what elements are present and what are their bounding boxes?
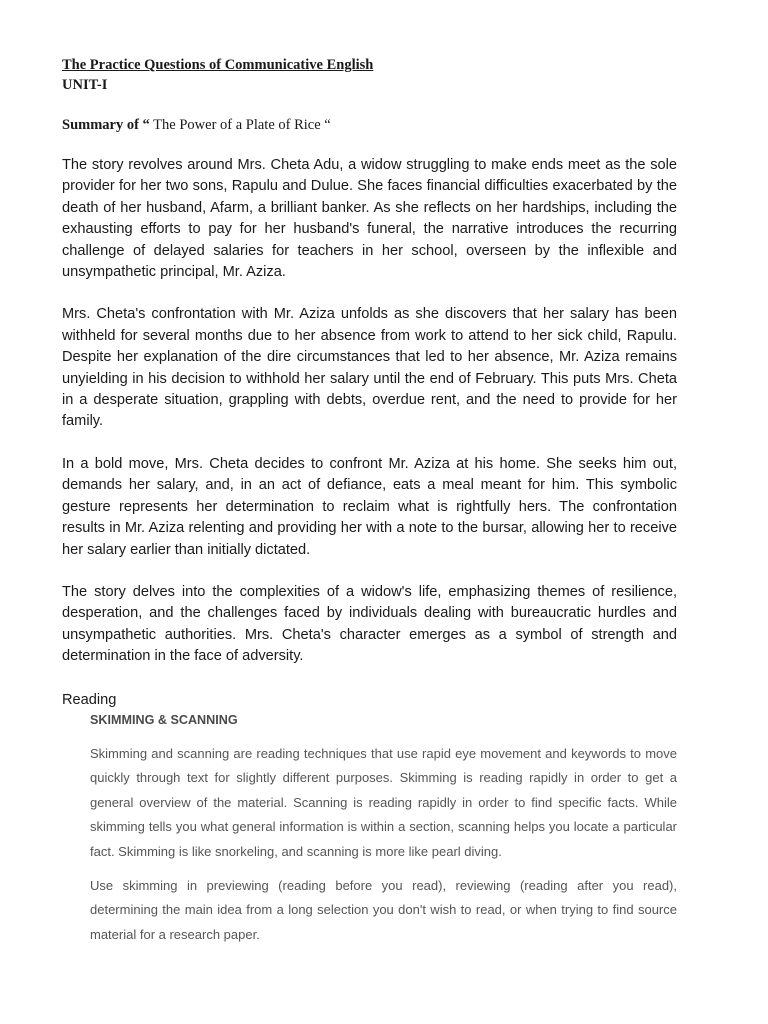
summary-heading-label: Summary of “ [62, 117, 150, 133]
summary-paragraph: In a bold move, Mrs. Cheta decides to confront Mr. Aziza at his home. She seeks him out, demands her salary, and, in an act of defiance, eats a meal meant for him. This symbolic gesture represents her determination to reclaim what is rightfully hers. The confrontation results in Mr. Aziza relenting and providing her with a note to the bursar, allowing her to receive her salary earlier than initially dictated. [62, 455, 677, 558]
reading-section-label: Reading [62, 691, 117, 708]
skimming-section [62, 711, 677, 948]
summary-paragraph: The story delves into the complexities of a widow's life, emphasizing themes of resilience, desperation, and the challenges faced by individuals dealing with bureaucratic hurdles and unsympathetic authorities. Mrs. Cheta's character emerges as a symbol of strength and determination in the face of adversity. [62, 583, 677, 665]
unit-heading: UNIT-I [62, 77, 108, 93]
skimming-paragraph: Use skimming in previewing (reading before you read), reviewing (reading after you read), determining the main idea from a long selection you don't wish to read, or when trying to find source material for a research paper. [90, 877, 677, 942]
document-title: The Practice Questions of Communicative English [62, 57, 374, 73]
summary-paragraph: The story revolves around Mrs. Cheta Adu, a widow struggling to make ends meet as the sole provider for her two sons, Rapulu and Dulue. She faces financial difficulties exacerbated by the death of her husband, Afarm, a brilliant banker. As she reflects on her hardships, including the exhausting efforts to pay for her husband's funeral, the narrative introduces the recurring challenge of delayed salaries for teachers in her school, overseen by the inflexible and unsympathetic principal, Mr. Aziza. [62, 157, 677, 281]
skimming-paragraph: Skimming and scanning are reading techniques that use rapid eye movement and keywords to move quickly through text for slightly different purposes. Skimming is reading rapidly in order to get a general overview of the material. Scanning is reading rapidly in order to find specific facts. While skimming tells you what general information is within a section, scanning helps you locate a particular fact. Skimming is like snorkeling, and scanning is more like pearl diving. [90, 745, 677, 859]
summary-heading-story-title: The Power of a Plate of Rice “ [149, 117, 331, 133]
skimming-heading: SKIMMING & SCANNING [90, 712, 238, 727]
summary-heading [62, 115, 677, 135]
summary-paragraph: Mrs. Cheta's confrontation with Mr. Aziza unfolds as she discovers that her salary has been withheld for several months due to her absence from work to attend to her sick child, Rapulu. Despite her explanation of the dire circumstances that led to her absence, Mr. Aziza remains unyielding in his decision to withhold her salary until the end of February. This puts Mrs. Cheta in a desperate situation, grappling with debts, overdue rent, and the need to provide for her family. [62, 306, 677, 430]
